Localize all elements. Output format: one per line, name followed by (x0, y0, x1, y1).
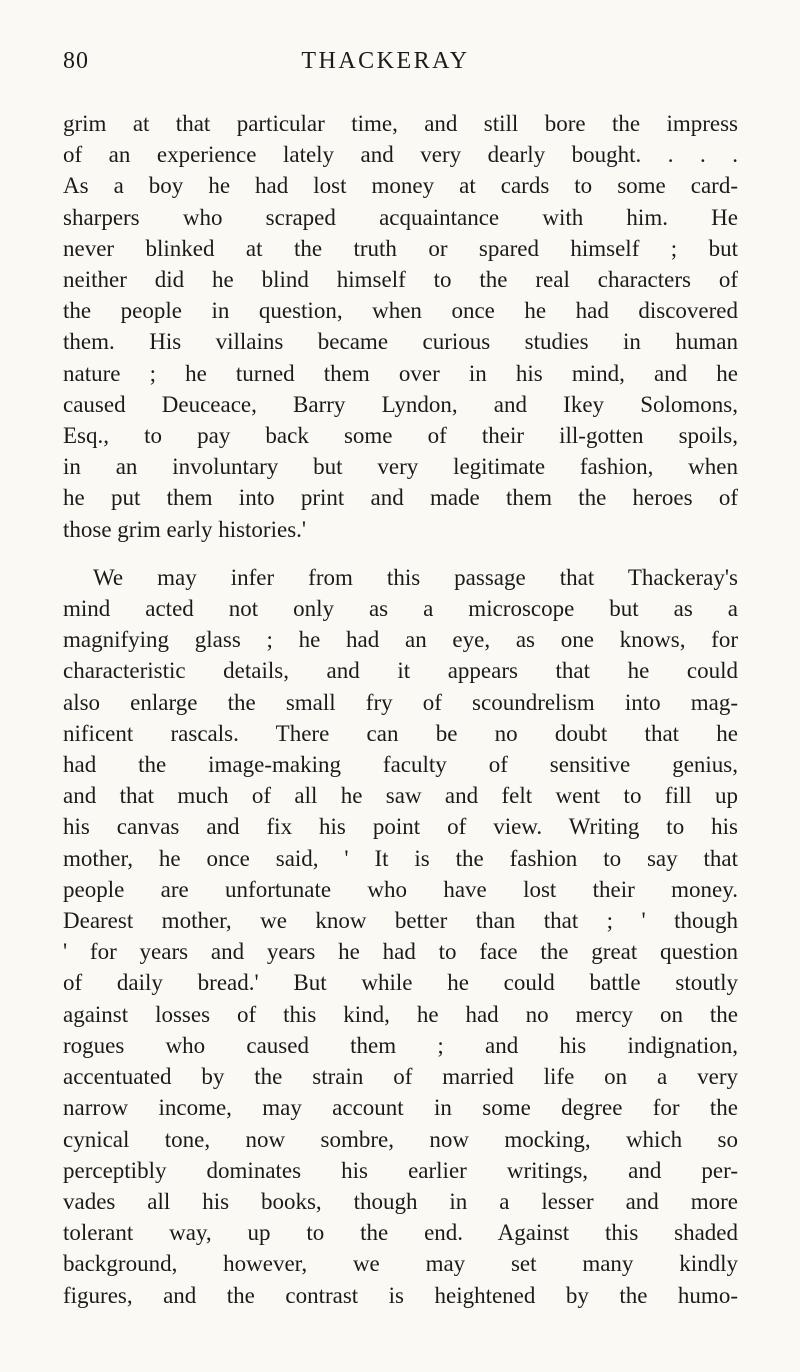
text-line: magnifying glass ; he had an eye, as one knows, for (63, 627, 738, 653)
text-line: caused Deuceace, Barry Lyndon, and Ikey Solomons, (63, 391, 738, 417)
text-line: those grim early histories.' (63, 516, 307, 542)
text-line: figures, and the contrast is heightened by the humo- (63, 1282, 738, 1308)
text-line: vades all his books, though in a lesser and more (63, 1188, 738, 1214)
page-number: 80 (63, 48, 89, 74)
paragraph (63, 108, 738, 545)
text-line: of daily bread.' But while he could battle stoutly (63, 970, 738, 996)
running-head (63, 48, 738, 82)
text-line: against losses of this kind, he had no mercy on the (63, 1001, 738, 1027)
text-line: grim at that particular time, and still bore the impress (63, 111, 738, 136)
text-line: background, however, we may set many kindly (63, 1251, 738, 1277)
text-line: the people in question, when once he had discovered (63, 298, 738, 324)
text-line: characteristic details, and it appears that he could (63, 658, 738, 684)
text-block (63, 108, 738, 1311)
text-line: accentuated by the strain of married life on a very (63, 1064, 738, 1090)
text-line: his canvas and fix his point of view. Writing to his (63, 814, 738, 840)
text-line: mother, he once said, ' It is the fashion to say that (63, 845, 738, 871)
text-line: sharpers who scraped acquaintance with him. He (63, 204, 738, 230)
text-line: Esq., to pay back some of their ill-gotten spoils, (63, 423, 738, 449)
text-line: and that much of all he saw and felt went to fill up (63, 783, 738, 809)
text-line: in an involuntary but very legitimate fashion, when (63, 454, 738, 480)
text-line: perceptibly dominates his earlier writings, and per- (63, 1157, 738, 1183)
text-line: neither did he blind himself to the real characters of (63, 267, 738, 293)
text-line: of an experience lately and very dearly bought. . . . (63, 142, 738, 168)
text-line: never blinked at the truth or spared himself ; but (63, 235, 738, 261)
text-line: nificent rascals. There can be no doubt that he (63, 720, 738, 746)
text-line: had the image-making faculty of sensitive genius, (63, 752, 738, 778)
text-line: people are unfortunate who have lost their money. (63, 876, 738, 902)
text-line: We may infer from this passage that Thackeray's (93, 564, 738, 590)
text-line: also enlarge the small fry of scoundrelism into mag- (63, 689, 738, 715)
text-line: tolerant way, up to the end. Against this shaded (63, 1220, 738, 1246)
running-header-title: THACKERAY (301, 48, 470, 74)
text-line: nature ; he turned them over in his mind, and he (63, 360, 738, 386)
text-line: narrow income, may account in some degree for the (63, 1095, 738, 1121)
text-line: cynical tone, now sombre, now mocking, which so (63, 1126, 738, 1152)
text-line: he put them into print and made them the heroes of (63, 485, 738, 511)
text-line: rogues who caused them ; and his indignation, (63, 1032, 738, 1058)
paragraph (63, 562, 738, 1311)
text-line: ' for years and years he had to face the great question (63, 939, 738, 965)
text-line: Dearest mother, we know better than that ; ' though (63, 908, 738, 934)
text-line: As a boy he had lost money at cards to some card- (63, 173, 738, 199)
text-line: mind acted not only as a microscope but as a (63, 596, 738, 622)
text-line: them. His villains became curious studies in human (63, 329, 738, 355)
